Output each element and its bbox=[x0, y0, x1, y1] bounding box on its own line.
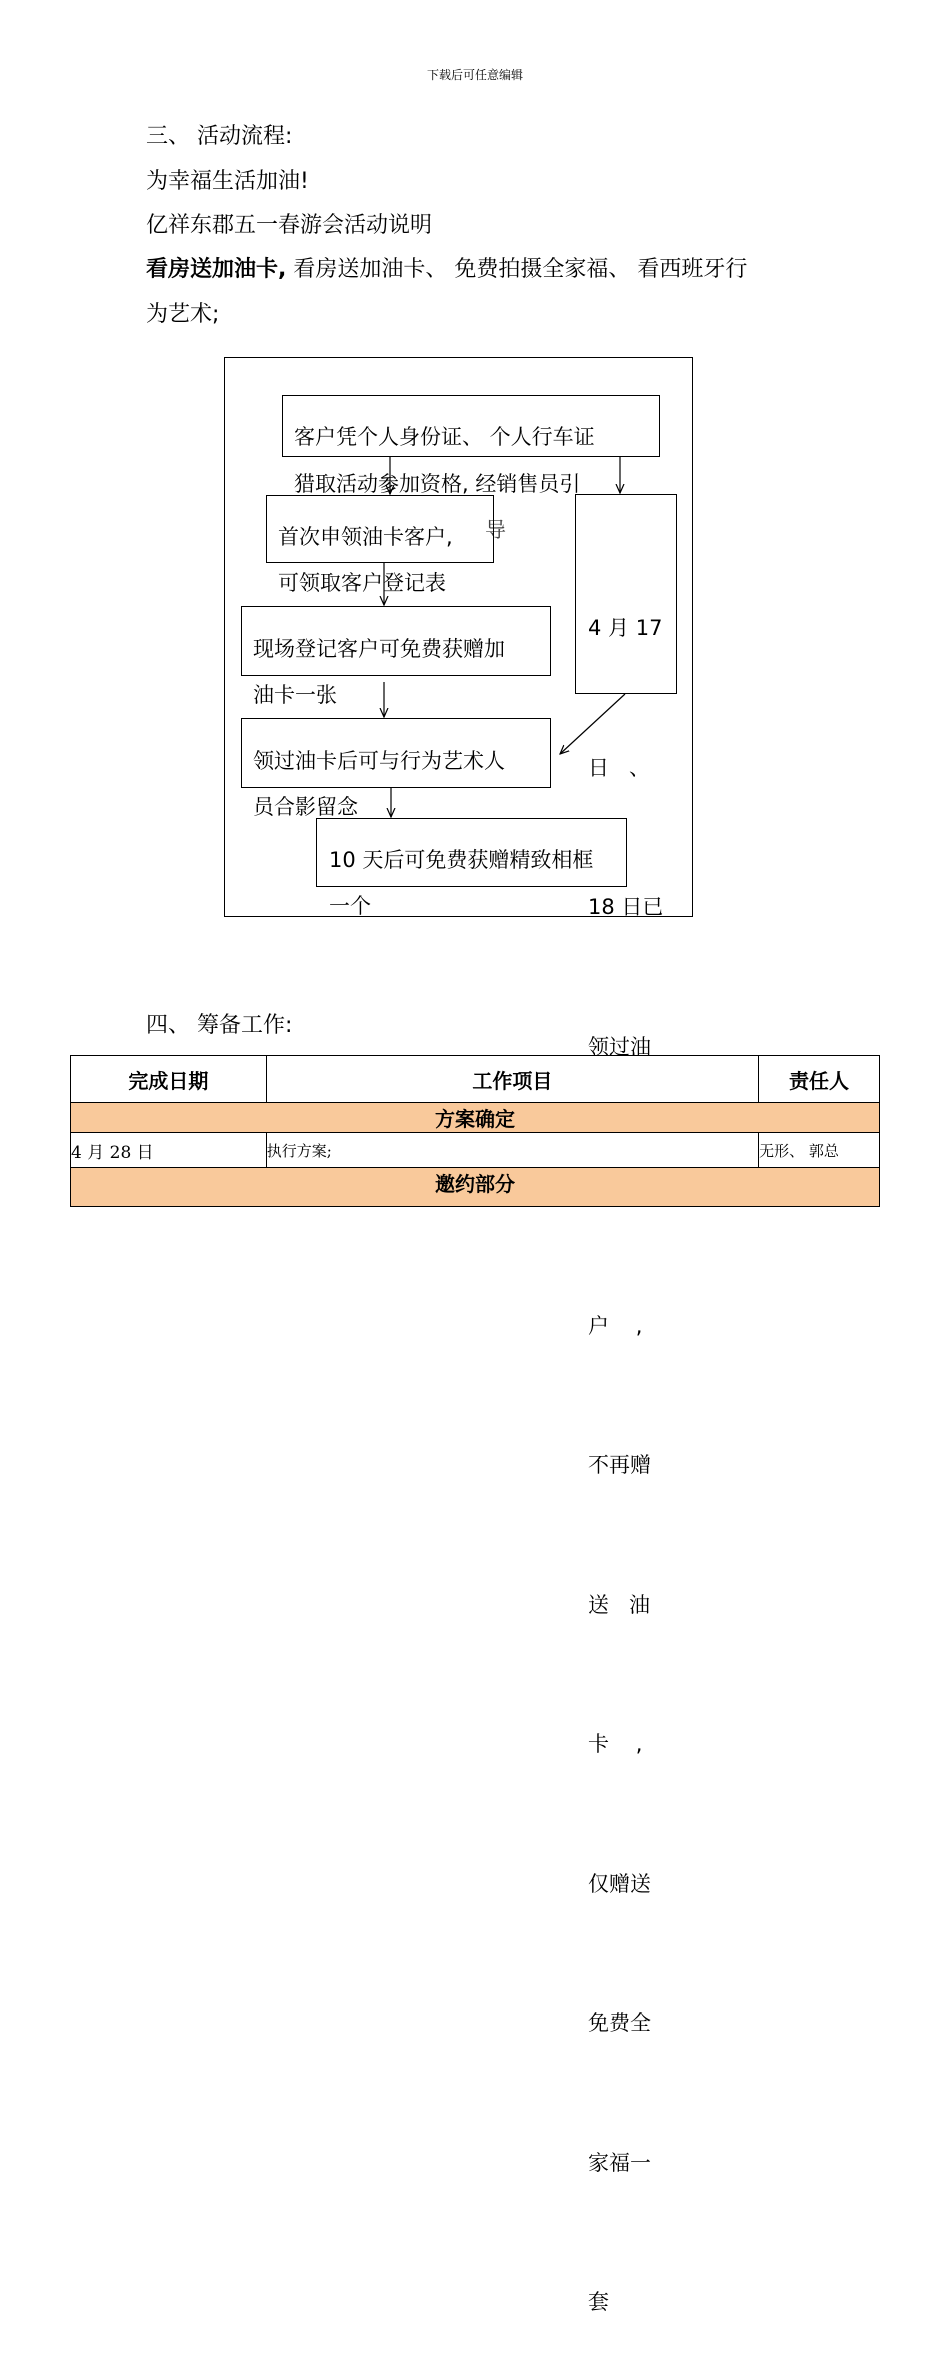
side-line: 仅赠送 bbox=[588, 1871, 651, 1896]
table-row bbox=[71, 1133, 880, 1168]
side-line: 户 , bbox=[588, 1313, 643, 1338]
section-invite: 邀约部分 bbox=[71, 1168, 880, 1207]
flow-side-text bbox=[588, 512, 666, 2372]
side-line: 送 油 bbox=[588, 1592, 651, 1617]
flow-box-2-line1: 首次申领油卡客户, bbox=[278, 525, 453, 549]
prep-table bbox=[70, 1055, 880, 1207]
row-item: 执行方案; bbox=[266, 1133, 758, 1168]
header-item: 工作项目 bbox=[266, 1056, 758, 1103]
header-note: 下载后可任意编辑 bbox=[426, 68, 523, 82]
side-line: 不再赠 bbox=[588, 1453, 651, 1477]
activity-desc bbox=[146, 256, 747, 284]
flow-box-2-line2: 可领取客户登记表 bbox=[278, 571, 446, 595]
flow-box-5-line2: 一个 bbox=[329, 894, 371, 918]
flow-box-5-line1: 10 天后可免费获赠精致相框 bbox=[329, 848, 594, 872]
section3-heading: 三、 活动流程: bbox=[146, 124, 293, 149]
table-section-row bbox=[71, 1168, 880, 1207]
header-date: 完成日期 bbox=[71, 1056, 267, 1103]
header-owner: 责任人 bbox=[759, 1056, 880, 1103]
activity-title: 亿祥东郡五一春游会活动说明 bbox=[146, 213, 433, 238]
flow-box-3-line1: 现场登记客户可免费获赠加 bbox=[253, 637, 505, 661]
table-header-row bbox=[71, 1056, 880, 1103]
flow-box-1-line1: 客户凭个人身份证、 个人行车证 bbox=[294, 425, 595, 449]
section4-heading: 四、 筹备工作: bbox=[146, 1013, 293, 1038]
row-owner: 无形、 郭总 bbox=[759, 1133, 880, 1168]
side-line: 家福一 bbox=[588, 2150, 651, 2175]
activity-desc-line2: 为艺术; bbox=[146, 302, 220, 327]
section-plan: 方案确定 bbox=[71, 1103, 880, 1133]
flow-box-4-line2: 员合影留念 bbox=[253, 795, 358, 819]
side-line: 卡 , bbox=[588, 1732, 643, 1756]
side-line: 日 、 bbox=[588, 755, 651, 780]
slogan: 为幸福生活加油! bbox=[146, 169, 309, 194]
table-section-row bbox=[71, 1103, 880, 1133]
desc-bold: 看房送加油卡, bbox=[146, 257, 287, 282]
flow-box-1-line2: 猎取活动参加资格, 经销售员引 bbox=[294, 472, 581, 496]
flow-box-1-line3: 导 bbox=[485, 518, 506, 542]
side-line: 18 日已 bbox=[588, 895, 664, 919]
side-line: 4 月 17 bbox=[588, 616, 663, 640]
flow-box-3-line2: 油卡一张 bbox=[253, 683, 337, 707]
side-line: 套 bbox=[588, 2290, 609, 2314]
row-date: 4 月 28 日 bbox=[71, 1133, 267, 1168]
flow-box-4-line1: 领过油卡后可与行为艺术人 bbox=[253, 749, 505, 773]
side-line: 免费全 bbox=[588, 2011, 651, 2035]
desc-rest: 看房送加油卡、 免费拍摄全家福、 看西班牙行 bbox=[286, 257, 748, 282]
side-line: 领过油 bbox=[588, 1034, 651, 1059]
